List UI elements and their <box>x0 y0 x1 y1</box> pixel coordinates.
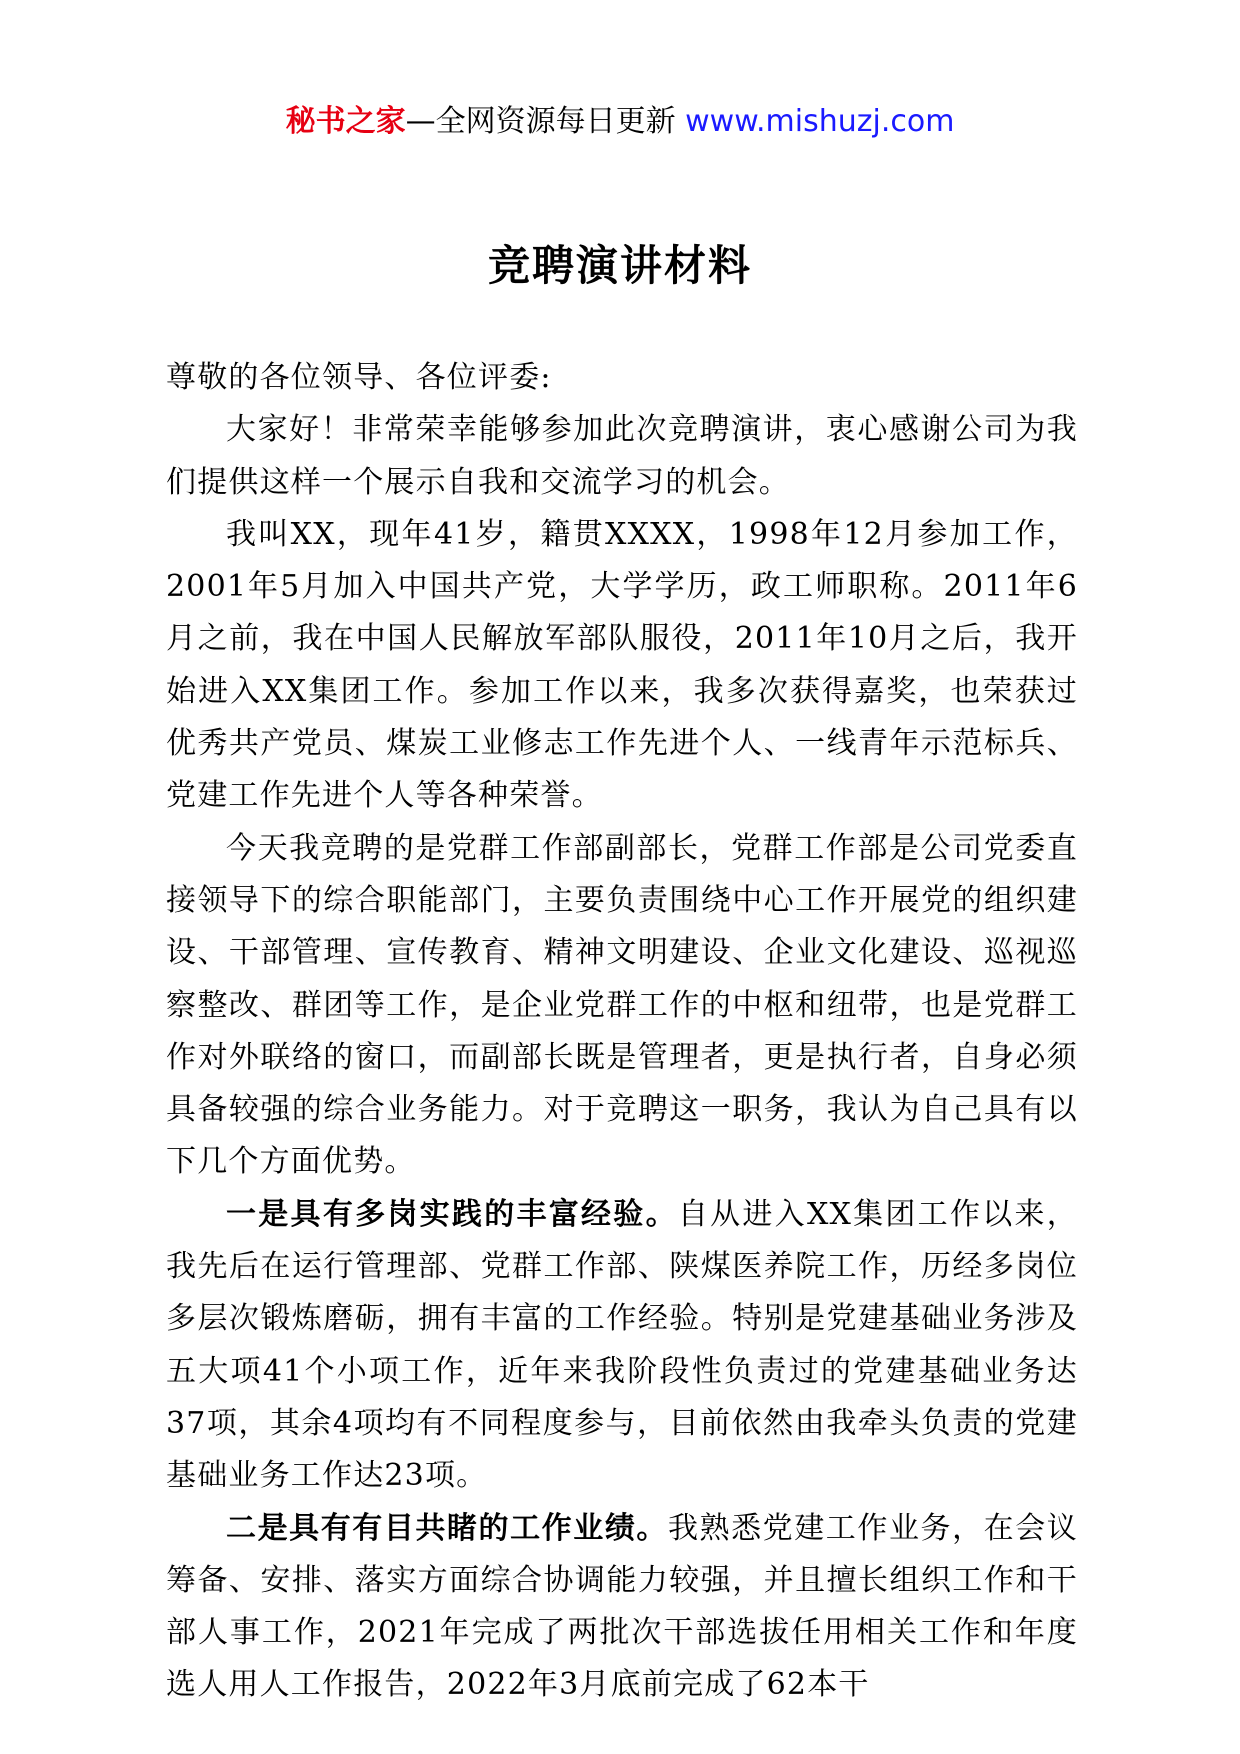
paragraph-lead: 二是具有有目共睹的工作业绩。 <box>226 1510 668 1546</box>
paragraph-text: 我叫XX，现年41岁，籍贯XXXX，1998年12月参加工作，2001年5月加入中国共产党，大学学历，政工师职称。2011年6月之前，我在中国人民解放军部队服役，2011年10月之后，我开始进入XX集团工作。参加工作以来，我多次获得嘉奖，也荣获过优秀共产党员、煤炭工业修志工作先进个人、一线青年示范标兵、党建工作先进个人等各种荣誉。 <box>166 516 1078 814</box>
paragraph-advantage-one <box>166 1189 1078 1503</box>
site-slogan: —全网资源每日更新 <box>405 104 686 139</box>
paragraph-position <box>166 823 1078 1189</box>
paragraph-self-introduction <box>166 509 1078 823</box>
document-title: 竞聘演讲材料 <box>487 241 752 290</box>
site-url-link[interactable]: www.mishuzj.com <box>685 104 955 139</box>
document-body <box>166 352 1078 1712</box>
paragraph-text: 今天我竞聘的是党群工作部副部长，党群工作部是公司党委直接领导下的综合职能部门，主要负责围绕中心工作开展党的组织建设、干部管理、宣传教育、精神文明建设、企业文化建设、巡视巡察整改、群团等工作，是企业党群工作的中枢和纽带，也是党群工作对外联络的窗口，而副部长既是管理者，更是执行者，自身必须具备较强的综合业务能力。对于竞聘这一职务，我认为自己具有以下几个方面优势。 <box>166 830 1078 1180</box>
paragraph-lead: 一是具有多岗实践的丰富经验。 <box>226 1196 678 1232</box>
paragraph-text: 我熟悉党建工作业务，在会议筹备、安排、落实方面综合协调能力较强，并且擅长组织工作和干部人事工作，2021年完成了两批次干部选拔任用相关工作和年度选人用人工作报告，2022年3月底前完成了62本干 <box>166 1510 1078 1703</box>
site-header <box>0 100 1240 144</box>
paragraph-text: 大家好！非常荣幸能够参加此次竞聘演讲，衷心感谢公司为我们提供这样一个展示自我和交流学习的机会。 <box>166 412 1078 500</box>
paragraph-text: 自从进入XX集团工作以来，我先后在运行管理部、党群工作部、陕煤医养院工作，历经多岗位多层次锻炼磨砺，拥有丰富的工作经验。特别是党建基础业务涉及五大项41个小项工作，近年来我阶段性负责过的党建基础业务达37项，其余4项均有不同程度参与，目前依然由我牵头负责的党建基础业务工作达23项。 <box>166 1196 1078 1494</box>
paragraph-greeting <box>166 404 1078 509</box>
site-brand: 秘书之家 <box>285 104 406 139</box>
paragraph-advantage-two <box>166 1503 1078 1712</box>
salutation: 尊敬的各位领导、各位评委: <box>166 360 552 395</box>
